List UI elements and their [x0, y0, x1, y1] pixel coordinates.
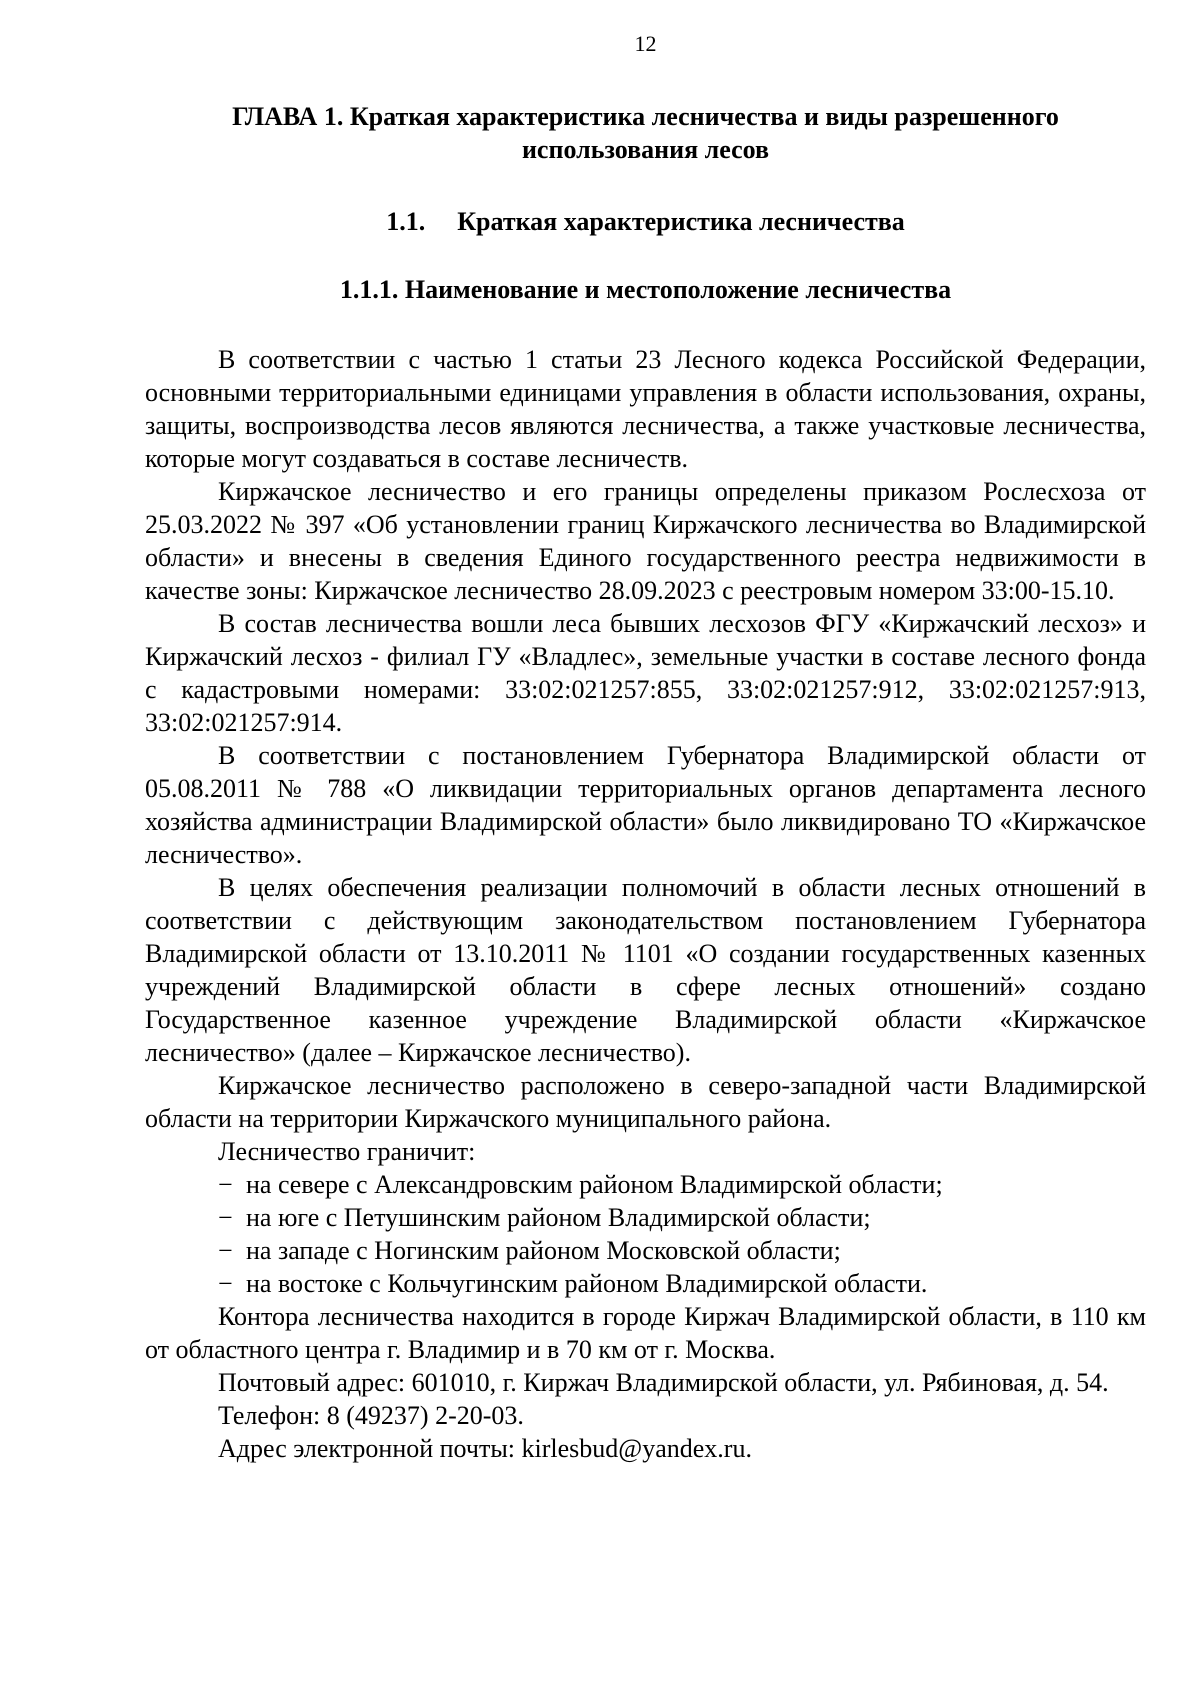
chapter-title: ГЛАВА 1. Краткая характеристика лесничества и виды разрешенного использования лесов [232, 102, 1059, 164]
paragraph-borders-intro: Лесничество граничит: [218, 1137, 476, 1166]
section-number: 1.1. [386, 207, 426, 236]
page-number: 12 [634, 31, 657, 56]
postal-address: Почтовый адрес: 601010, г. Киржач Владимирской области, ул. Рябиновая, д. 54. [218, 1368, 1109, 1397]
paragraph-liquidation: В соответствии с постановлением Губернатора Владимирской области от 05.08.2011 № 788 «О ликвидации территориальных органов департамента лесного хозяйства администрации Владимирской области» было ликвидировано ТО «Киржачское лесничество». [145, 741, 1146, 869]
section-title: Краткая характеристика лесничества [457, 207, 905, 236]
email-address: Адрес электронной почты: kirlesbud@yandex.ru. [218, 1434, 752, 1463]
paragraph-office-location: Контора лесничества находится в городе Киржач Владимирской области, в 110 км от областного центра г. Владимир и в 70 км от г. Москва. [145, 1302, 1146, 1364]
list-item: − на юге с Петушинским районом Владимирской области; [218, 1201, 1146, 1234]
paragraph-legal-basis: В соответствии с частью 1 статьи 23 Лесного кодекса Российской Федерации, основными территориальными единицами управления в области использования, охраны, защиты, воспроизводства лесов являются лесничества, а также участковые лесничества, которые могут создаваться в составе лесничеств. [145, 345, 1146, 473]
list-item: − на западе с Ногинским районом Московской области; [218, 1234, 1146, 1267]
paragraph-establishment: В целях обеспечения реализации полномочий в области лесных отношений в соответствии с действующим законодательством постановлением Губернатора Владимирской области от 13.10.2011 № 1101 «О создании государственных казенных учреждений Владимирской области в сфере лесных отношений» создано Государственное казенное учреждение Владимирской области «Киржачское лесничество» (далее – Киржачское лесничество). [145, 873, 1146, 1067]
phone-number: Телефон: 8 (49237) 2-20-03. [218, 1401, 524, 1430]
paragraph-location: Киржачское лесничество расположено в северо-западной части Владимирской области на территории Киржачского муниципального района. [145, 1071, 1146, 1133]
paragraph-composition: В состав лесничества вошли леса бывших лесхозов ФГУ «Киржачский лесхоз» и Киржачский лесхоз - филиал ГУ «Владлес», земельные участки в составе лесного фонда с кадастровыми номерами: 33:02:021257:855, 33:02:021257:912, 33:02:021257:913, 33:02:021257:914. [145, 609, 1146, 737]
list-item: − на востоке с Кольчугинским районом Владимирской области. [218, 1267, 1146, 1300]
list-item: − на севере с Александровским районом Владимирской области; [218, 1168, 1146, 1201]
subsection-title: 1.1.1. Наименование и местоположение лесничества [339, 275, 952, 304]
document-body [145, 343, 1146, 1465]
section-heading [145, 205, 1146, 238]
paragraph-boundaries-order: Киржачское лесничество и его границы определены приказом Рослесхоза от 25.03.2022 № 397 «Об установлении границ Киржачского лесничества во Владимирской области» и внесены в сведения Единого государственного реестра недвижимости в качестве зоны: Киржачское лесничество 28.09.2023 с реестровым номером 33:00-15.10. [145, 477, 1146, 605]
borders-list [145, 1168, 1146, 1300]
